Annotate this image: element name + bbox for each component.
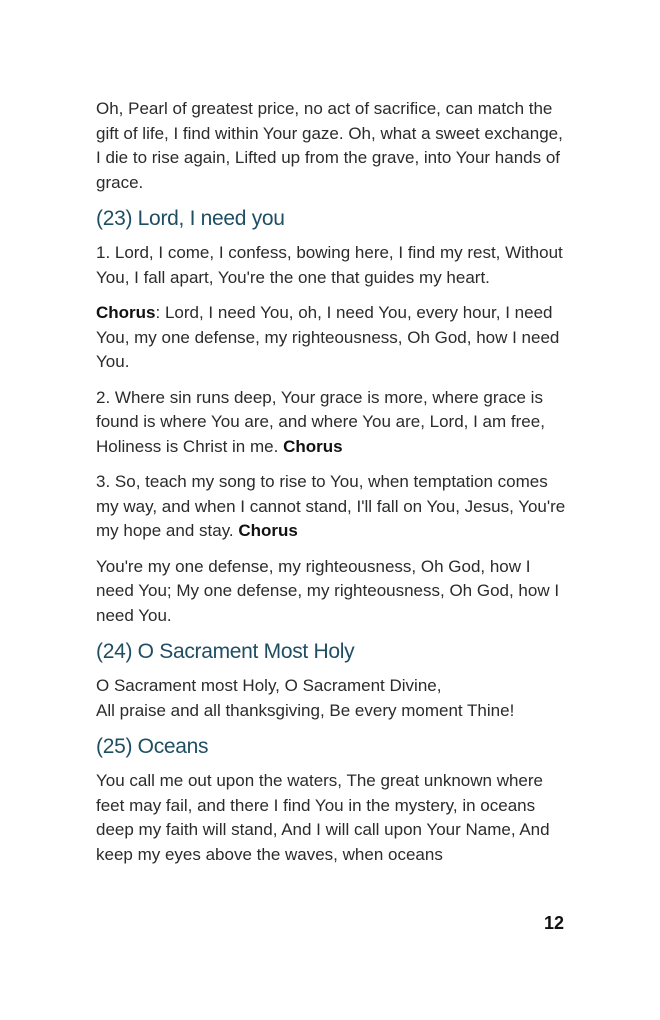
hymn-23-verse-3 bbox=[96, 470, 566, 544]
chorus-text: : Lord, I need You, oh, I need You, every hour, I need You, my one defense, my righteousness, Oh God, how I need You. bbox=[96, 303, 560, 371]
verse-3-text: 3. So, teach my song to rise to You, when temptation comes my way, and when I cannot stand, I'll fall on You, Jesus, You're my hope and stay. bbox=[96, 472, 566, 540]
hymn-23-chorus bbox=[96, 301, 566, 375]
hymn-23-ending: You're my one defense, my righteousness, Oh God, how I need You; My one defense, my righteousness, Oh God, how I need You. bbox=[96, 556, 560, 625]
chorus-label: Chorus bbox=[96, 303, 156, 322]
hymn-24-line-1: O Sacrament most Holy, O Sacrament Divine, bbox=[96, 676, 442, 695]
intro-paragraph: Oh, Pearl of greatest price, no act of sacrifice, can match the gift of life, I find within Your gaze. Oh, what a sweet exchange, I die to rise again, Lifted up from the grave, into Your hands of grace. bbox=[96, 99, 563, 192]
hymn-25-verse-1: You call me out upon the waters, The great unknown where feet may fail, and there I find You in the mystery, in oceans deep my faith will stand, And I will call upon Your Name, And keep my eyes above the waves, when oceans bbox=[96, 771, 550, 864]
hymn-24-title: (24) O Sacrament Most Holy bbox=[96, 640, 355, 663]
hymn-23-verse-2 bbox=[96, 386, 566, 460]
page-number: 12 bbox=[543, 913, 564, 933]
page-content bbox=[96, 97, 566, 867]
verse-2-text: 2. Where sin runs deep, Your grace is more, where grace is found is where You are, and where You are, Lord, I am free, Holiness is Christ in me. bbox=[96, 387, 545, 456]
hymn-23-verse-1: 1. Lord, I come, I confess, bowing here, I find my rest, Without You, I fall apart, You're the one that guides my heart. bbox=[96, 243, 563, 287]
hymn-24-verse bbox=[96, 674, 566, 723]
verse-3-chorus-label: Chorus bbox=[238, 521, 298, 540]
hymn-23-title: (23) Lord, I need you bbox=[96, 207, 285, 230]
verse-2-chorus-label: Chorus bbox=[283, 436, 343, 456]
hymn-24-line-2: All praise and all thanksgiving, Be every moment Thine! bbox=[96, 700, 515, 720]
hymn-25-title: (25) Oceans bbox=[96, 735, 209, 758]
